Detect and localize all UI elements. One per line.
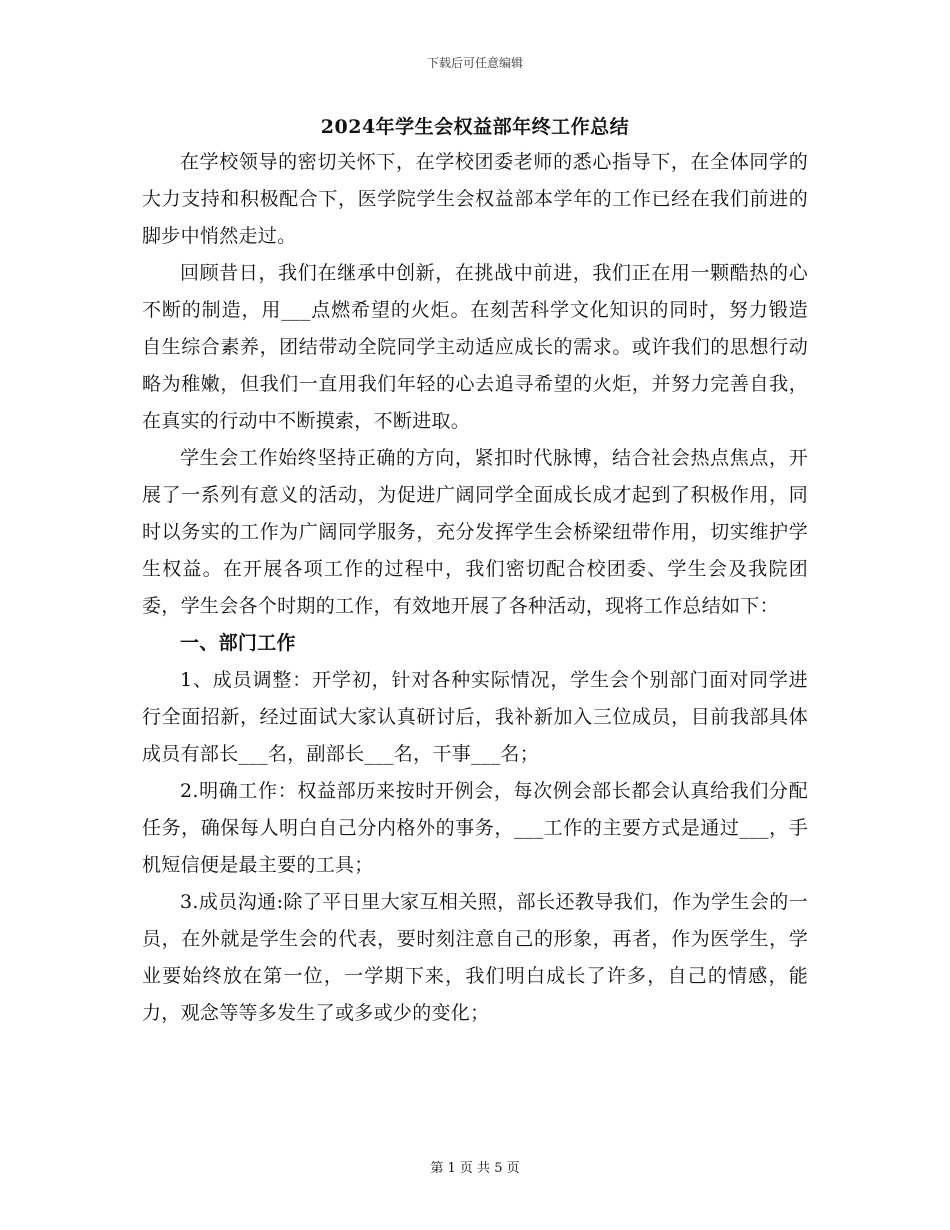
page-number: 第 1 页 共 5 页 [430,1161,520,1176]
paragraph-member-adjustment: 1、成员调整：开学初，针对各种实际情况，学生会个别部门面对同学进行全面招新，经过面试大家认真研讨后，我补新加入三位成员，目前我部具体成员有部长___名，副部长___名，干事___名； [142,669,808,765]
document-body [142,144,808,1032]
document-title: 2024年学生会权益部年终工作总结 [320,116,630,138]
paragraph-review: 回顾昔日，我们在继承中创新，在挑战中前进，我们正在用一颗酷热的心不断的制造，用___点燃希望的火炬。在刻苦科学文化知识的同时，努力锻造自生综合素养，团结带动全院同学主动适应成长的需求。或许我们的思想行动略为稚嫩，但我们一直用我们年轻的心去追寻希望的火炬，并努力完善自我，在真实的行动中不断摸索，不断进取。 [142,262,808,432]
paragraph-overview: 学生会工作始终坚持正确的方向，紧扣时代脉博，结合社会热点焦点，开展了一系列有意义的活动，为促进广阔同学全面成长成才起到了积极作用，同时以务实的工作为广阔同学服务，充分发挥学生会桥梁纽带作用，切实维护学生权益。在开展各项工作的过程中，我们密切配合校团委、学生会及我院团委，学生会各个时期的工作，有效地开展了各种活动，现将工作总结如下： [142,447,808,617]
paragraph-member-communication: 3.成员沟通:除了平日里大家互相关照，部长还教导我们，作为学生会的一员，在外就是学生会的代表，要时刻注意自己的形象，再者，作为医学生，学业要始终放在第一位，一学期下来，我们明白成长了许多，自己的情感，能力，观念等等多发生了或多或少的变化； [142,891,808,1024]
paragraph-clarify-work: 2.明确工作：权益部历来按时开例会，每次例会部长都会认真给我们分配任务，确保每人明白自己分内格外的事务，___工作的主要方式是通过___，手机短信便是最主要的工具； [142,780,808,876]
page-header-note: 下载后可任意编辑 [426,56,523,70]
paragraph-intro: 在学校领导的密切关怀下，在学校团委老师的悉心指导下，在全体同学的大力支持和积极配合下，医学院学生会权益部本学年的工作已经在我们前进的脚步中悄然走过。 [142,151,808,247]
section-heading-department-work: 一、部门工作 [180,632,296,654]
